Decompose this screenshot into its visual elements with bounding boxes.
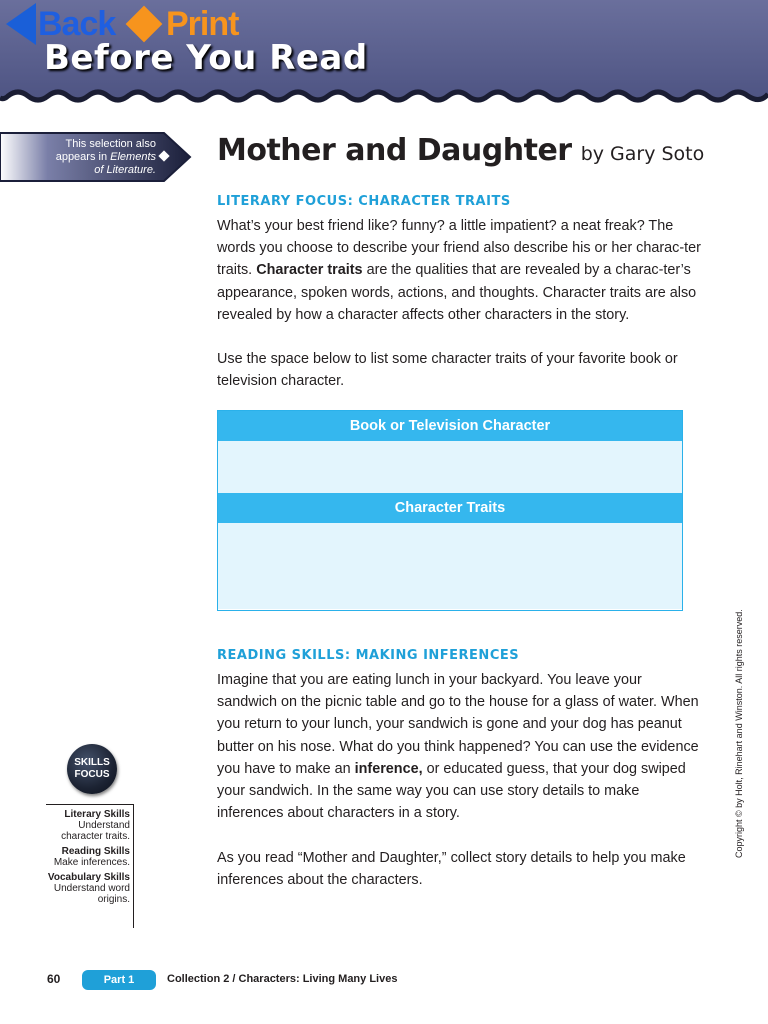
part-tab[interactable]: Part 1 xyxy=(82,970,156,990)
print-diamond-icon xyxy=(126,6,163,43)
reading-skills-p1-bold: inference, xyxy=(354,760,423,777)
back-arrow-icon xyxy=(6,3,36,45)
banner-title: Before You Read xyxy=(44,38,368,78)
story-byline: by Gary Soto xyxy=(580,143,705,165)
chart-cell-character[interactable] xyxy=(218,441,682,493)
header-banner xyxy=(0,0,768,118)
chart-header-character: Book or Television Character xyxy=(218,411,682,441)
skills-badge-line1: SKILLS xyxy=(74,757,110,768)
story-title-block xyxy=(217,133,704,168)
reading-skills-paragraph-1 xyxy=(217,669,701,824)
reading-skills-heading: READING SKILLS: MAKING INFERENCES xyxy=(217,648,520,663)
side-note-line2-prefix: appears in xyxy=(55,151,111,163)
skill-name: Vocabulary Skills xyxy=(47,872,130,883)
copyright-notice: Copyright © by Holt, Rinehart and Winston. All rights reserved. xyxy=(734,609,744,858)
literary-focus-p1-bold: Character traits xyxy=(256,262,363,279)
reading-skills-p1-b: or educated guess, that your dog swiped your sandwich. In the same way you can use story details to make inferences about characters in a story. xyxy=(217,760,686,822)
skill-name: Literary Skills xyxy=(64,809,130,820)
side-note-text xyxy=(38,138,156,177)
print-label: Print xyxy=(166,5,239,43)
character-traits-chart xyxy=(217,410,683,611)
skills-focus-badge xyxy=(67,744,117,794)
literary-focus-p1-b: are the qualities that are revealed by a charac-ter’s appearance, spoken words, actions, and thoughts. Character traits are also revealed by how a character affects other characters in the story. xyxy=(217,262,697,323)
skills-focus-list xyxy=(46,804,134,928)
skill-desc: Understand word origins. xyxy=(53,883,130,905)
skill-desc: Understand character traits. xyxy=(61,820,130,842)
literary-focus-p1-a: What’s your best friend like? funny? a little impatient? a neat freak? The words you choose to describe your friend also describe his or her charac-ter traits. xyxy=(217,218,701,279)
collection-title: Collection 2 / Characters: Living Many Lives xyxy=(167,973,398,985)
skill-desc: Make inferences. xyxy=(53,857,130,868)
side-note-line3: of Literature. xyxy=(94,164,156,176)
skill-item-literary xyxy=(46,809,130,842)
literary-focus-heading: LITERARY FOCUS: CHARACTER TRAITS xyxy=(217,194,511,209)
back-label: Back xyxy=(38,5,116,43)
skill-name: Reading Skills xyxy=(61,846,130,857)
literary-focus-paragraph-2: Use the space below to list some character traits of your favorite book or television character. xyxy=(217,351,678,390)
reading-skills-p1-a: Imagine that you are eating lunch in your backyard. You leave your sandwich on the picnic table and go to the house for a glass of water. When you return to your lunch, your sandwich is gone and your dog has peanut butter on his nose. What do you think happened? You can use the evidence you have to make an xyxy=(217,672,699,777)
side-note-line1: This selection also xyxy=(65,138,156,150)
chart-header-traits: Character Traits xyxy=(218,493,682,523)
skills-badge-line2: FOCUS xyxy=(74,769,110,780)
page-number: 60 xyxy=(47,972,61,986)
chart-cell-traits[interactable] xyxy=(218,523,682,609)
story-title: Mother and Daughter xyxy=(217,133,572,168)
literary-focus-paragraph-1 xyxy=(217,215,701,326)
side-note-line2-italic: Elements xyxy=(110,151,156,163)
skill-item-vocabulary xyxy=(46,872,130,905)
reading-skills-paragraph-2: As you read “Mother and Daughter,” collect story details to help you make inferences about the characters. xyxy=(217,850,686,889)
skill-item-reading xyxy=(46,846,130,868)
